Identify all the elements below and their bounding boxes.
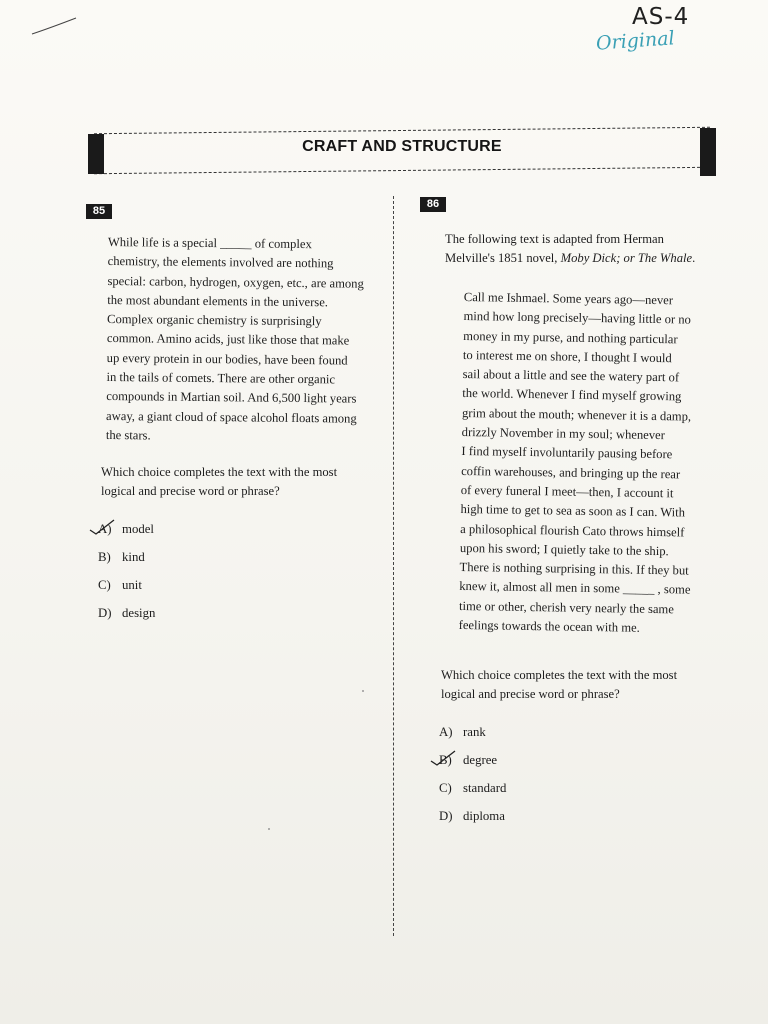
passage-line: While life is a special _____ of complex	[107, 234, 312, 252]
question-number-86: 86	[420, 197, 446, 212]
passage-line: feelings towards the ocean with me.	[458, 618, 640, 635]
choice-letter: C)	[98, 578, 111, 592]
passage-line: to interest me on shore, I thought I would	[462, 347, 672, 366]
section-banner	[88, 124, 716, 180]
column-divider	[393, 196, 394, 936]
intro-line: The following text is adapted from Herman	[445, 232, 664, 246]
q86-passage	[459, 288, 696, 639]
handwritten-checkmark-icon	[429, 749, 459, 775]
passage-line: I find myself involuntarily pausing before	[461, 444, 673, 462]
pen-stroke-mark	[30, 14, 80, 38]
choice-letter: A)	[98, 522, 112, 536]
q85-prompt	[101, 463, 337, 501]
handwritten-code: AS-4	[632, 4, 690, 30]
passage-line: sail about a little and see the watery part of	[462, 367, 680, 385]
q85-passage	[106, 233, 365, 448]
passage-line: common. Amino acids, just like those that make	[106, 331, 350, 349]
passage-line: away, a giant cloud of space alcohol floats among	[106, 408, 357, 426]
prompt-line: logical and precise word or phrase?	[441, 687, 620, 701]
passage-line: coffin warehouses, and bringing up the rear	[461, 463, 681, 482]
choice-text: unit	[122, 578, 142, 592]
choice-letter: C)	[439, 781, 452, 795]
q85-choice-b[interactable]	[98, 550, 145, 565]
choice-letter: B)	[98, 550, 111, 564]
choice-text: kind	[122, 550, 145, 564]
passage-line: high time to get to sea as soon as I can. With	[460, 502, 686, 520]
passage-line: special: carbon, hydrogen, oxygen, etc., are among	[107, 273, 364, 291]
passage-line: in the tails of comets. There are other organic	[106, 370, 336, 387]
choice-text: rank	[463, 725, 486, 739]
passage-line: upon his sword; I quietly take to the ship.	[459, 540, 669, 559]
passage-line: There is nothing surprising in this. If they but	[459, 560, 689, 578]
section-title: CRAFT AND STRUCTURE	[302, 138, 502, 155]
question-number-85: 85	[86, 204, 112, 219]
passage-line: the stars.	[105, 427, 151, 443]
choice-text: diploma	[463, 809, 505, 823]
prompt-line: Which choice completes the text with the most	[101, 465, 338, 479]
passage-line: drizzly November in my soul; whenever	[461, 425, 666, 443]
prompt-line: logical and precise word or phrase?	[101, 484, 280, 498]
passage-line: of every funeral I meet—then, I account it	[460, 482, 674, 501]
passage-line: up every protein in our bodies, have been found	[106, 350, 348, 368]
choice-text: standard	[463, 781, 507, 795]
q85-choice-d[interactable]	[98, 606, 155, 621]
prompt-line: Which choice completes the text with the most	[441, 668, 678, 682]
speck	[268, 828, 270, 830]
passage-line: time or other, cherish very nearly the same	[458, 598, 674, 617]
passage-line: grim about the mouth; whenever it is a damp,	[461, 405, 692, 424]
q85-choice-c[interactable]	[98, 578, 142, 593]
choice-letter: B)	[439, 753, 452, 767]
passage-line: the world. Whenever I find myself growing	[462, 386, 682, 404]
handwritten-checkmark-icon	[88, 518, 118, 544]
handwritten-note: Original	[595, 27, 676, 55]
passage-line: a philosophical flourish Cato throws himself	[460, 521, 685, 540]
banner-dashed-top	[94, 127, 710, 134]
q86-intro	[445, 230, 695, 268]
passage-line: money in my purse, and nothing particular	[463, 328, 678, 346]
passage-line: chemistry, the elements involved are nothing	[107, 254, 334, 271]
q86-prompt	[441, 666, 677, 704]
choice-text: design	[122, 606, 156, 620]
passage-line: mind how long precisely—having little or no	[463, 309, 691, 327]
choice-text: degree	[463, 753, 498, 767]
q86-choice-c[interactable]	[439, 781, 506, 796]
intro-line: Melville's 1851 novel, Moby Dick; or The Whale.	[445, 251, 696, 265]
passage-line: Complex organic chemistry is surprisingly	[107, 312, 322, 329]
q86-choice-a[interactable]	[439, 725, 486, 740]
banner-dashed-bottom	[94, 167, 710, 174]
passage-line: knew it, almost all men in some _____ , some	[459, 579, 691, 598]
choice-text: model	[122, 522, 154, 536]
passage-line: Call me Ishmael. Some years ago—never	[463, 289, 674, 308]
q86-choice-d[interactable]	[439, 809, 505, 824]
passage-line: the most abundant elements in the universe.	[107, 292, 329, 310]
choice-letter: A)	[439, 725, 453, 739]
choice-letter: D)	[439, 809, 453, 823]
choice-letter: D)	[98, 606, 112, 620]
passage-line: compounds in Martian soil. And 6,500 light years	[106, 389, 357, 406]
speck	[362, 690, 364, 692]
